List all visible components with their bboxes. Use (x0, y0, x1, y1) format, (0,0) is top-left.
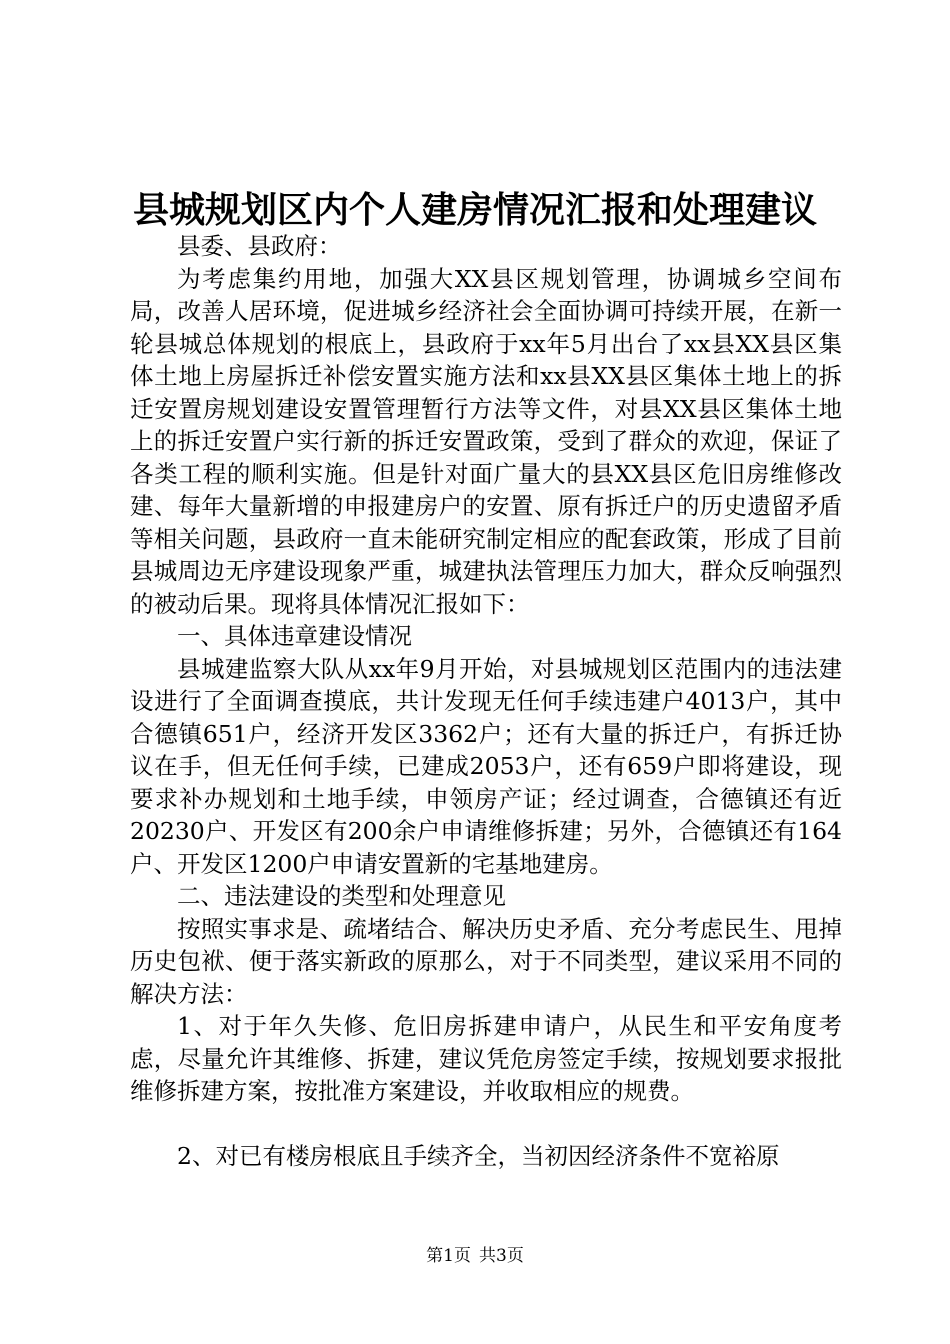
page-footer (0, 1244, 950, 1268)
paragraph-intro: 为考虑集约用地，加强大XX县区规划管理，协调城乡空间布局，改善人居环境，促进城乡经济社会全面协调可持续开展，在新一轮县城总体规划的根底上，县政府于xx年5月出台了xx县XX县区集体土地上房屋拆迁补偿安置实施方法和xx县XX县区集体土地上的拆迁安置房规划建设安置管理暂行方法等文件，对县XX县区集体土地上的拆迁安置户实行新的拆迁安置政策，受到了群众的欢迎，保证了各类工程的顺利实施。但是针对面广量大的县XX县区危旧房维修改建、每年大量新增的申报建房户的安置、原有拆迁户的历史遗留矛盾等相关问题，县政府一直未能研究制定相应的配套政策，形成了目前县城周边无序建设现象严重，城建执法管理压力加大，群众反响强烈的被动后果。现将具体情况汇报如下： (130, 264, 842, 618)
document-title: 县城规划区内个人建房情况汇报和处理建议 (132, 189, 817, 231)
paragraph-item-1: 1、对于年久失修、危旧房拆建申请户，从民生和平安角度考虑，尽量允许其维修、拆建，建议凭危房签定手续，按规划要求报批维修拆建方案，按批准方案建设，并收取相应的规费。 (130, 1012, 842, 1105)
salutation: 县委、县政府： (177, 232, 342, 260)
page-number: 第1页 (426, 1246, 471, 1266)
page-total: 共3页 (479, 1246, 524, 1266)
paragraph-principles: 按照实事求是、疏堵结合、解决历史矛盾、充分考虑民生、甩掉历史包袱、便于落实新政的原那么，对于不同类型，建议采用不同的解决方法： (130, 914, 842, 1008)
paragraph-item-2: 2、对已有楼房根底且手续齐全，当初因经济条件不宽裕原 (177, 1141, 780, 1170)
section-heading-1: 一、具体违章建设情况 (177, 622, 412, 650)
section-heading-2: 二、违法建设的类型和处理意见 (177, 882, 506, 910)
paragraph-survey: 县城建监察大队从xx年9月开始，对县城规划区范围内的违法建设进行了全面调查摸底，共计发现无任何手续违建户4013户，其中合德镇651户，经济开发区3362户；还有大量的拆迁户，有拆迁协议在手，但无任何手续，已建成2053户，还有659户即将建设，现要求补办规划和土地手续，申领房产证；经过调查，合德镇还有近20230户、开发区有200余户申请维修拆建；另外，合德镇还有164户、开发区1200户申请安置新的宅基地建房。 (130, 654, 842, 878)
document-body (130, 230, 842, 1172)
